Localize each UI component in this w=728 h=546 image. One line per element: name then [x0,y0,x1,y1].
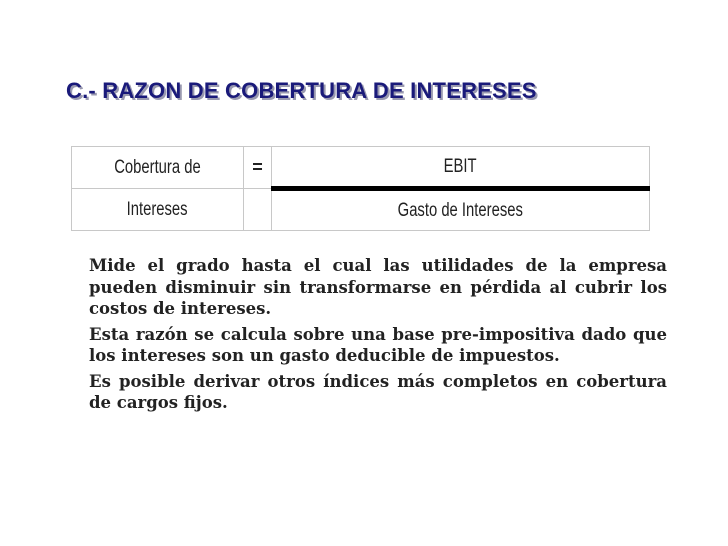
formula-left-cell-bottom [72,189,244,231]
paragraph-fixed-charges: Es posible derivar otros índices más completos en cobertura de cargos fijos. [89,371,667,412]
formula-row-bottom [72,189,650,231]
slide-title: C.- RAZON DE COBERTURA DE INTERESES [66,78,537,103]
formula-table [71,146,650,231]
formula-denominator-cell [272,189,650,231]
formula-equals-cell [244,147,272,189]
paragraph-pre-tax-basis: Esta razón se calcula sobre una base pre-impositiva dado que los intereses son un gasto deducible de impuestos. [89,324,667,365]
formula-left-cell-top [72,147,244,189]
formula-equals: = [252,157,263,177]
formula-left-line2: Intereses [127,198,188,220]
formula-left-line1: Cobertura de [114,156,201,178]
paragraph-definition: Mide el grado hasta el cual las utilidades de la empresa pueden disminuir sin transformarse en pérdida al cubrir los costos de intereses. [89,256,667,318]
formula-row-top [72,147,650,189]
formula-numerator-cell [272,147,650,189]
formula-denominator: Gasto de Intereses [397,199,524,221]
formula-empty-cell [244,189,272,231]
formula-numerator: EBIT [444,155,477,177]
body-text [89,255,667,418]
